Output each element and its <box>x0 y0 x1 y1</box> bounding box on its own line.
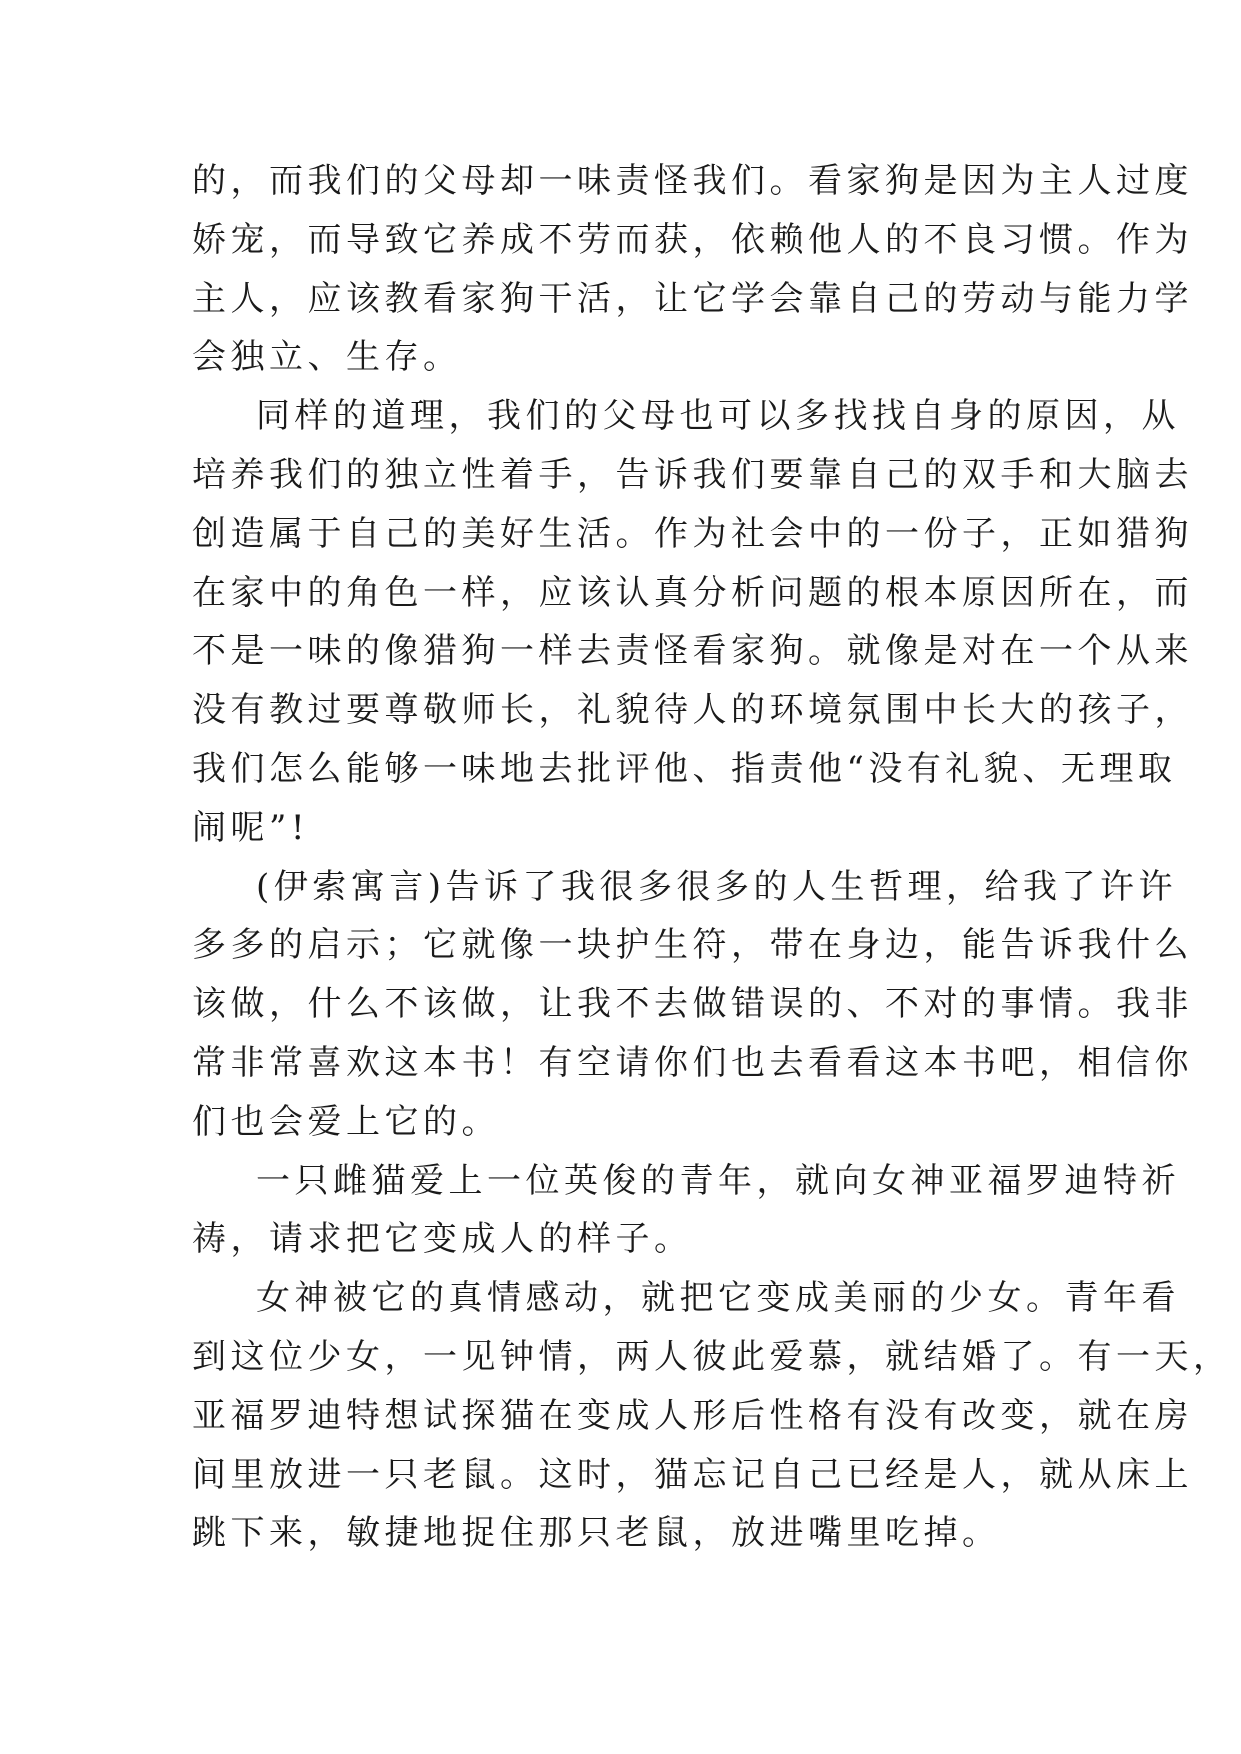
paragraph-first-line: 一只雌猫爱上一位英俊的青年，就向女神亚福罗迪特祈 <box>256 1160 1180 1201</box>
text-line: 创造属于自己的美好生活。作为社会中的一份子，正如猎狗 <box>192 513 1193 554</box>
text-line: 该做，什么不该做，让我不去做错误的、不对的事情。我非 <box>192 984 1193 1025</box>
text-line: 闹呢”! <box>192 807 310 848</box>
text-line: 多多的启示；它就像一块护生符，带在身边，能告诉我什么 <box>192 925 1193 966</box>
paragraph-first-line: 同样的道理，我们的父母也可以多找找自身的原因，从 <box>256 396 1180 437</box>
text-line: 在家中的角色一样，应该认真分析问题的根本原因所在，而 <box>192 572 1193 613</box>
text-line: 我们怎么能够一味地去批评他、指责他“没有礼貌、无理取 <box>192 748 1177 789</box>
text-line: 亚福罗迪特想试探猫在变成人形后性格有没有改变，就在房 <box>192 1395 1193 1436</box>
text-line: 娇宠，而导致它养成不劳而获，依赖他人的不良习惯。作为 <box>192 219 1193 260</box>
paragraph-first-line: (伊索寓言)告诉了我很多很多的人生哲理，给我了许许 <box>256 866 1178 907</box>
text-line: 没有教过要尊敬师长，礼貌待人的环境氛围中长大的孩子， <box>192 690 1193 731</box>
text-line: 跳下来，敏捷地捉住那只老鼠，放进嘴里吃掉。 <box>192 1513 1001 1554</box>
paragraph-first-line: 女神被它的真情感动，就把它变成美丽的少女。青年看 <box>256 1278 1180 1319</box>
text-line: 的，而我们的父母却一味责怪我们。看家狗是因为主人过度 <box>192 161 1193 201</box>
document-body <box>192 152 1232 1563</box>
text-line: 会独立、生存。 <box>192 337 462 378</box>
text-line: 主人，应该教看家狗干活，让它学会靠自己的劳动与能力学 <box>192 278 1193 319</box>
text-line: 间里放进一只老鼠。这时，猫忘记自己已经是人，就从床上 <box>192 1454 1193 1495</box>
text-line: 到这位少女，一见钟情，两人彼此爱慕，就结婚了。有一天， <box>192 1336 1232 1377</box>
text-line: 们也会爱上它的。 <box>192 1101 500 1142</box>
text-line: 培养我们的独立性着手，告诉我们要靠自己的双手和大脑去 <box>192 454 1193 495</box>
text-line: 常非常喜欢这本书！有空请你们也去看看这本书吧，相信你 <box>192 1042 1193 1083</box>
text-line: 祷，请求把它变成人的样子。 <box>192 1219 693 1260</box>
text-line: 不是一味的像猎狗一样去责怪看家狗。就像是对在一个从来 <box>192 631 1193 672</box>
